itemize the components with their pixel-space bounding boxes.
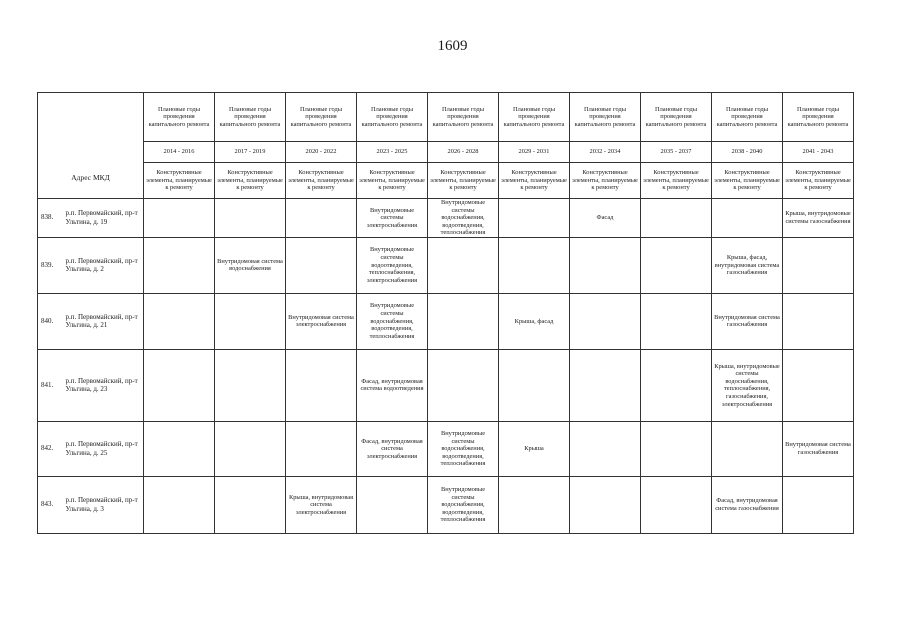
repair-elements-cell [286,199,357,238]
table-row [38,293,854,349]
elements-label-cell: Конструктивные элементы, планируемые к ремонту [641,163,712,199]
repair-elements-cell [641,349,712,421]
period-years-cell: 2023 - 2025 [357,142,428,163]
repair-elements-cell [783,293,854,349]
repair-elements-cell: Крыша, внутридомовые системы газоснабжения [783,199,854,238]
repair-elements-cell [144,349,215,421]
period-title-cell: Плановые годы проведения капитального ремонта [144,93,215,142]
elements-label-cell: Конструктивные элементы, планируемые к ремонту [783,163,854,199]
elements-label-cell: Конструктивные элементы, планируемые к ремонту [286,163,357,199]
period-title-cell: Плановые годы проведения капитального ремонта [499,93,570,142]
table-row [38,237,854,293]
elements-label-cell: Конструктивные элементы, планируемые к ремонту [499,163,570,199]
row-address: р.п. Первомайский, пр-т Ульгина, д. 21 [64,293,144,349]
repair-elements-cell: Внутридомовые системы водоотведения, теплоснабжения, электроснабжения [357,237,428,293]
period-title-cell: Плановые годы проведения капитального ремонта [570,93,641,142]
repair-elements-cell [570,349,641,421]
repair-elements-cell [286,237,357,293]
repair-elements-cell: Внутридомовые системы водоснабжения, водоотведения, теплоснабжения [357,293,428,349]
period-title-cell: Плановые годы проведения капитального ремонта [215,93,286,142]
address-column-header: Адрес МКД [38,93,144,199]
repair-elements-cell: Крыша [499,421,570,476]
repair-elements-cell: Фасад, внутридомовая система газоснабжения [712,476,783,533]
repair-elements-cell [428,237,499,293]
repair-elements-cell [215,199,286,238]
repair-elements-cell: Внутридомовые системы электроснабжения [357,199,428,238]
row-number: 841. [38,349,64,421]
repair-elements-cell [286,421,357,476]
elements-label-cell: Конструктивные элементы, планируемые к ремонту [428,163,499,199]
elements-label-cell: Конструктивные элементы, планируемые к ремонту [215,163,286,199]
repair-elements-cell [641,199,712,238]
repair-elements-cell [712,421,783,476]
header-row-elements [38,163,854,199]
repair-elements-cell: Крыша, фасад, внутридомовая система газоснабжения [712,237,783,293]
repair-elements-cell [144,199,215,238]
period-title-cell: Плановые годы проведения капитального ремонта [286,93,357,142]
repair-elements-cell [499,476,570,533]
header-row-titles [38,93,854,142]
repair-elements-cell [570,293,641,349]
repair-elements-cell: Фасад, внутридомовая система электроснабжения [357,421,428,476]
repair-elements-cell [641,421,712,476]
repair-elements-cell [499,237,570,293]
period-years-cell: 2017 - 2019 [215,142,286,163]
repair-elements-cell: Внутридомовая система водоснабжения [215,237,286,293]
repair-elements-cell [712,199,783,238]
repair-elements-cell: Внутридомовые системы водоснабжения, водоотведения, теплоснабжения [428,199,499,238]
repair-elements-cell [570,421,641,476]
repair-elements-cell: Крыша, внутридомовая система электроснабжения [286,476,357,533]
elements-label-cell: Конструктивные элементы, планируемые к ремонту [144,163,215,199]
repair-elements-cell [783,237,854,293]
period-title-cell: Плановые годы проведения капитального ремонта [641,93,712,142]
period-title-cell: Плановые годы проведения капитального ремонта [783,93,854,142]
repair-elements-cell [144,293,215,349]
repair-elements-cell: Крыша, внутридомовые системы водоснабжения, теплоснабжения, газоснабжения, электроснабжения [712,349,783,421]
repair-elements-cell [783,349,854,421]
elements-label-cell: Конструктивные элементы, планируемые к ремонту [357,163,428,199]
row-address: р.п. Первомайский, пр-т Ультина, д. 19 [64,199,144,238]
capital-repair-schedule-table [37,92,854,534]
repair-elements-cell [570,237,641,293]
repair-elements-cell [286,349,357,421]
page-number: 1609 [437,38,468,54]
period-title-cell: Плановые годы проведения капитального ремонта [712,93,783,142]
repair-elements-cell [215,421,286,476]
repair-elements-cell [428,293,499,349]
period-years-cell: 2038 - 2040 [712,142,783,163]
period-years-cell: 2029 - 2031 [499,142,570,163]
row-address: р.п. Первомайский, пр-т Ульгина, д. 25 [64,421,144,476]
repair-elements-cell: Внутридомовые системы водоснабжения, водоотведения, теплоснабжения [428,421,499,476]
row-address: р.п. Первомайский, пр-т Ульгина, д. 2 [64,237,144,293]
repair-elements-cell [144,476,215,533]
repair-elements-cell [641,237,712,293]
period-title-cell: Плановые годы проведения капитального ремонта [428,93,499,142]
period-years-cell: 2020 - 2022 [286,142,357,163]
row-number: 838. [38,199,64,238]
elements-label-cell: Конструктивные элементы, планируемые к ремонту [570,163,641,199]
row-number: 842. [38,421,64,476]
repair-elements-cell [144,237,215,293]
elements-label-cell: Конструктивные элементы, планируемые к ремонту [712,163,783,199]
repair-elements-cell [499,199,570,238]
row-number: 839. [38,237,64,293]
table-row [38,349,854,421]
repair-elements-cell [570,476,641,533]
repair-elements-cell: Крыша, фасад [499,293,570,349]
repair-elements-cell: Внутридомовая система газоснабжения [783,421,854,476]
repair-elements-cell [428,349,499,421]
repair-elements-cell: Фасад [570,199,641,238]
repair-elements-cell [144,421,215,476]
repair-elements-cell: Внутридомовая система газоснабжения [712,293,783,349]
period-years-cell: 2032 - 2034 [570,142,641,163]
row-address: р.п. Первомайский, пр-т Ульгина, д. 3 [64,476,144,533]
repair-elements-cell [499,349,570,421]
row-number: 840. [38,293,64,349]
row-number: 843. [38,476,64,533]
repair-elements-cell [215,349,286,421]
repair-elements-cell [783,476,854,533]
table-row [38,199,854,238]
repair-elements-cell [215,476,286,533]
repair-elements-cell: Внутридомовая система электроснабжения [286,293,357,349]
header-row-years [38,142,854,163]
repair-elements-cell: Внутридомовые системы водоснабжения, водоотведения, теплоснабжения [428,476,499,533]
table-row [38,476,854,533]
repair-elements-cell [641,476,712,533]
period-years-cell: 2041 - 2043 [783,142,854,163]
repair-elements-cell [357,476,428,533]
row-address: р.п. Первомайский, пр-т Ульгина, д. 23 [64,349,144,421]
period-years-cell: 2035 - 2037 [641,142,712,163]
period-years-cell: 2026 - 2028 [428,142,499,163]
repair-elements-cell: Фасад, внутридомовая система водоотведения [357,349,428,421]
repair-elements-cell [641,293,712,349]
table-row [38,421,854,476]
period-title-cell: Плановые годы проведения капитального ремонта [357,93,428,142]
repair-elements-cell [215,293,286,349]
period-years-cell: 2014 - 2016 [144,142,215,163]
